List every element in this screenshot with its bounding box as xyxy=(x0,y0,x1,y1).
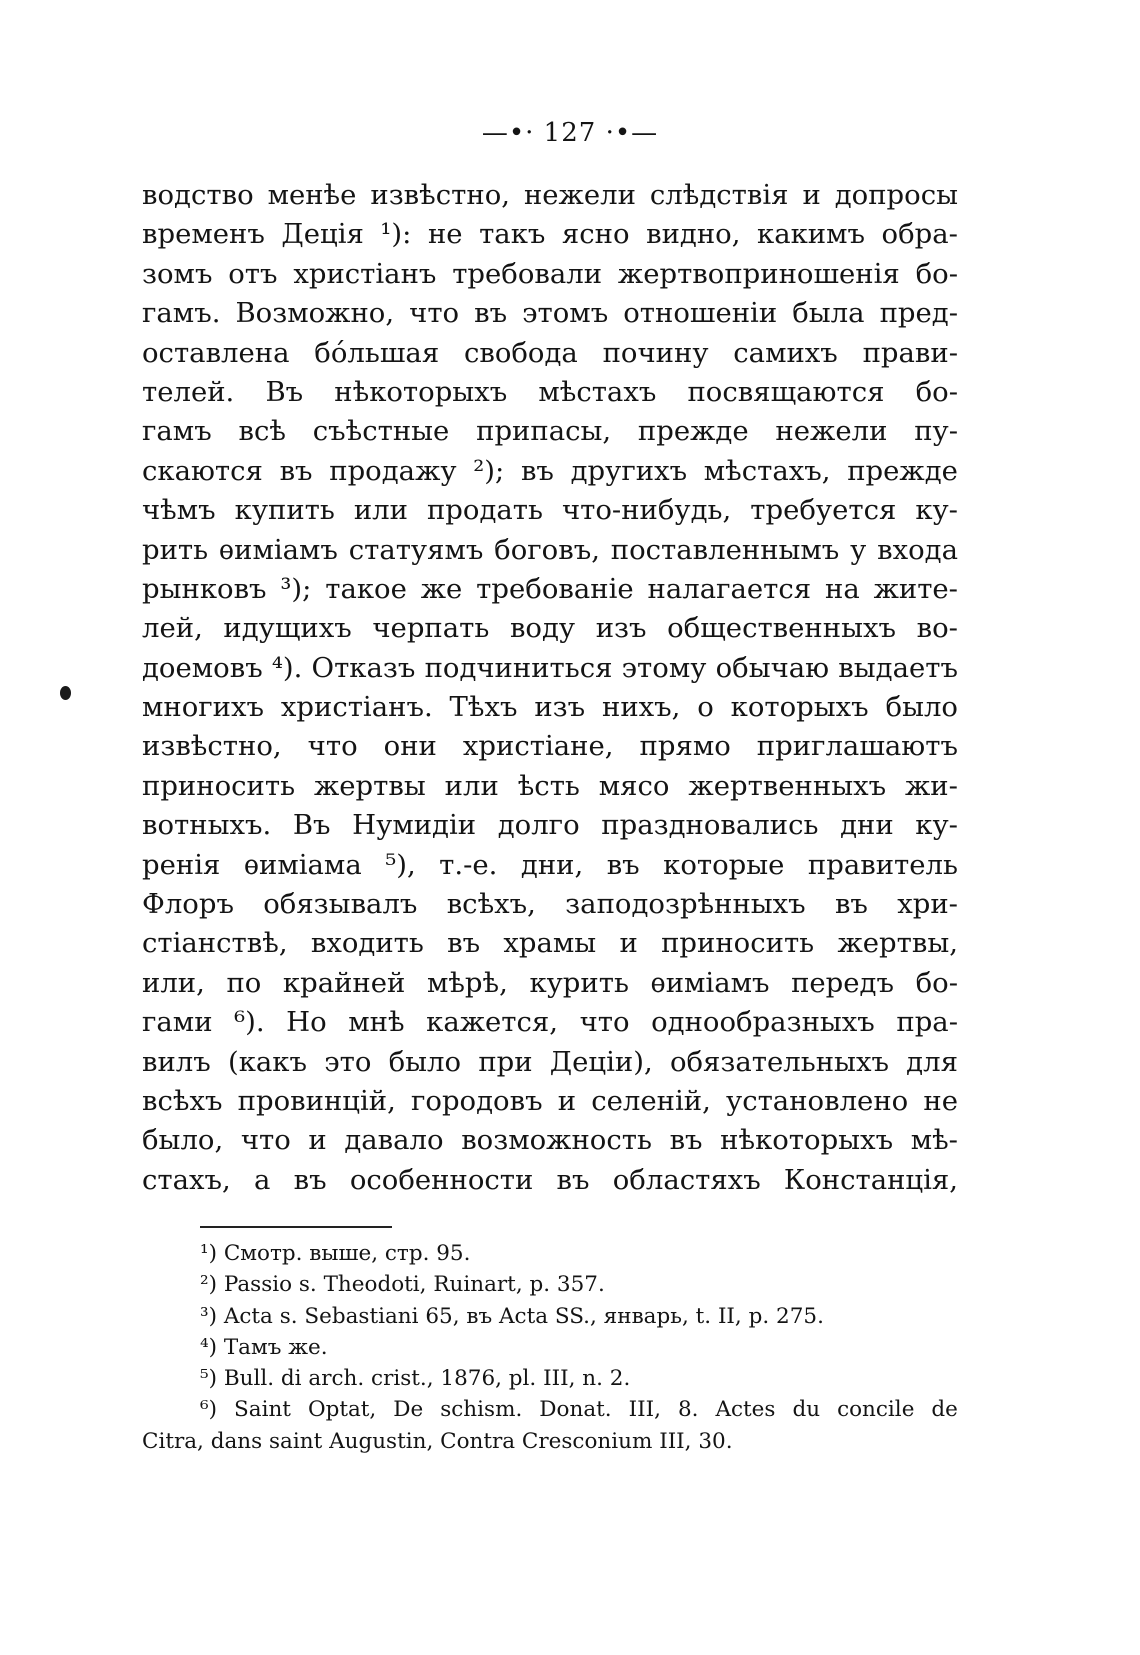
text-line: доемовъ ⁴). Отказъ подчиниться этому обычаю выдаетъ xyxy=(142,651,958,684)
text-line: временъ Деція ¹): не такъ ясно видно, какимъ обра- xyxy=(142,218,958,251)
text-line: водство менѣе извѣстно, нежели слѣдствія и допросы xyxy=(142,179,958,211)
footnote: ³) Acta s. Sebastiani 65, въ Acta SS., январь, t. II, p. 275. xyxy=(200,1303,824,1329)
text-line: многихъ христіанъ. Тѣхъ изъ нихъ, о которыхъ было xyxy=(142,691,958,724)
footnote-divider xyxy=(200,1226,392,1228)
text-line: приносить жертвы или ѣсть мясо жертвенныхъ жи- xyxy=(142,769,958,802)
footnote: ⁶) Saint Optat, De schism. Donat. III, 8. Actes du concile de xyxy=(200,1397,958,1423)
text-line: всѣхъ провинцій, городовъ и селеній, установлено не xyxy=(142,1084,958,1117)
text-line: гами ⁶). Но мнѣ кажется, что однообразныхъ пра- xyxy=(142,1006,958,1039)
text-line: телей. Въ нѣкоторыхъ мѣстахъ посвящаются бо- xyxy=(142,375,958,408)
text-line: чѣмъ купить или продать что-нибудь, требуется ку- xyxy=(142,494,958,527)
text-line: стіанствѣ, входить въ храмы и приносить жертвы, xyxy=(142,927,958,960)
text-line: гамъ всѣ съѣстные припасы, прежде нежели пу- xyxy=(142,415,958,448)
page-number: —•· 127 ·•— xyxy=(481,118,659,148)
text-line: ренія ѳиміама ⁵), т.-е. дни, въ которые правитель xyxy=(142,848,958,881)
margin-ink-dot xyxy=(60,686,71,700)
text-line: зомъ отъ христіанъ требовали жертвоприношенія бо- xyxy=(142,257,958,290)
text-line: было, что и давало возможность въ нѣкоторыхъ мѣ- xyxy=(142,1124,958,1157)
footnote: ²) Passio s. Theodoti, Ruinart, p. 357. xyxy=(200,1272,605,1298)
footnote: ⁵) Bull. di arch. crist., 1876, pl. III, n. 2. xyxy=(200,1366,631,1392)
text-line: вотныхъ. Въ Нумидіи долго праздновались дни ку- xyxy=(142,809,958,842)
footnotes xyxy=(142,1238,958,1457)
text-line: Флоръ обязывалъ всѣхъ, заподозрѣнныхъ въ хри- xyxy=(142,888,958,921)
text-line: извѣстно, что они христіане, прямо приглашаютъ xyxy=(142,730,958,763)
footnote: ¹) Смотр. выше, стр. 95. xyxy=(200,1241,471,1266)
footnote-continuation: Citra, dans saint Augustin, Contra Cresconium III, 30. xyxy=(142,1428,733,1454)
body-text xyxy=(142,176,958,1200)
text-line: оставлена бо́льшая свобода почину самихъ прави- xyxy=(142,336,958,369)
text-line: рынковъ ³); такое же требованіе налагается на жите- xyxy=(142,572,958,605)
text-line: лей, идущихъ черпать воду изъ общественныхъ во- xyxy=(142,612,958,645)
text-line: гамъ. Возможно, что въ этомъ отношеніи была пред- xyxy=(142,297,958,330)
text-line: вилъ (какъ это было при Деціи), обязательныхъ для xyxy=(142,1045,958,1078)
text-line: скаются въ продажу ²); въ другихъ мѣстахъ, прежде xyxy=(142,454,958,487)
text-line: или, по крайней мѣрѣ, курить ѳиміамъ передъ бо- xyxy=(142,966,958,999)
text-line: рить ѳиміамъ статуямъ боговъ, поставленнымъ у входа xyxy=(142,533,958,566)
text-line: стахъ, а въ особенности въ областяхъ Констанція, xyxy=(142,1163,958,1196)
footnote: ⁴) Тамъ же. xyxy=(200,1334,328,1360)
